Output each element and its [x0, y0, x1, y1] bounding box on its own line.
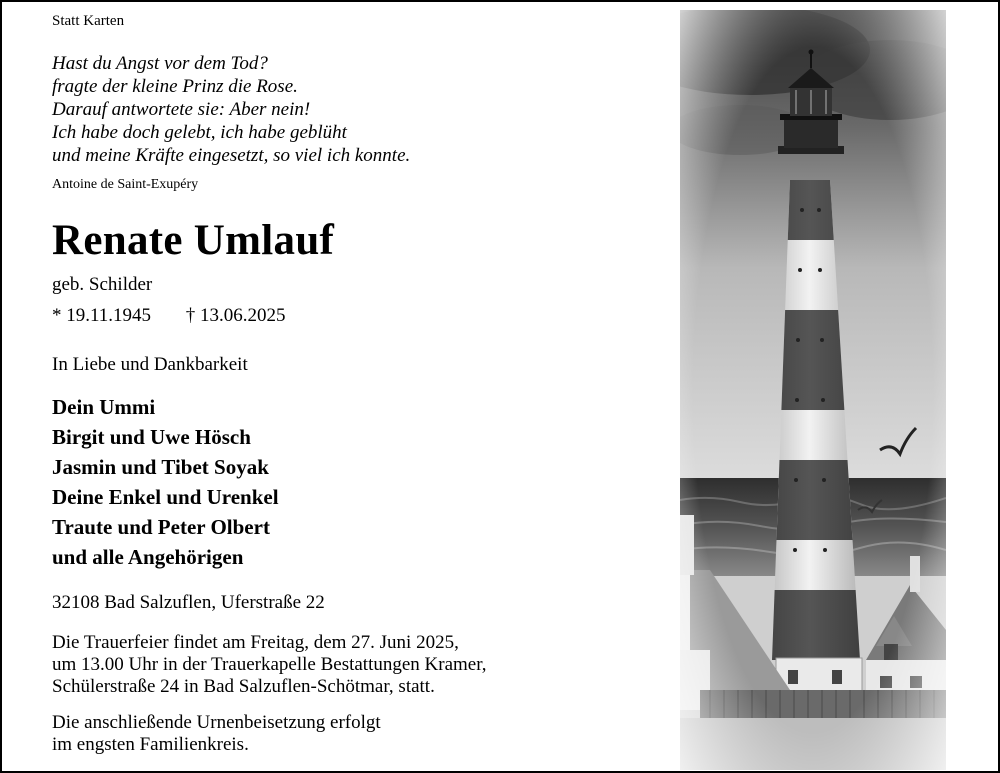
- mourner: Birgit und Uwe Hösch: [52, 425, 251, 449]
- lighthouse-illustration: [680, 10, 946, 770]
- burial-info: [52, 712, 381, 756]
- family-address: 32108 Bad Salzuflen, Uferstraße 22: [52, 592, 325, 613]
- poem-line: fragte der kleine Prinz die Rose.: [52, 76, 298, 97]
- poem-line: Hast du Angst vor dem Tod?: [52, 53, 268, 74]
- mourner: und alle Angehörigen: [52, 545, 244, 569]
- poem-line: und meine Kräfte eingesetzt, so viel ich konnte.: [52, 145, 411, 166]
- burial-line: Die anschließende Urnenbeisetzung erfolgt: [52, 712, 381, 733]
- birth-name: geb. Schilder: [52, 274, 153, 295]
- poem: [52, 52, 410, 167]
- mourner: Traute und Peter Olbert: [52, 515, 270, 539]
- poem-author: Antoine de Saint-Exupéry: [52, 177, 199, 192]
- deceased-name: Renate Umlauf: [52, 217, 335, 264]
- ceremony-info: [52, 632, 487, 698]
- ceremony-line: Die Trauerfeier findet am Freitag, dem 27. Juni 2025,: [52, 632, 459, 653]
- mourner: Jasmin und Tibet Soyak: [52, 455, 269, 479]
- life-dates: [52, 305, 286, 327]
- ceremony-line: Schülerstraße 24 in Bad Salzuflen-Schötmar, statt.: [52, 676, 435, 697]
- poem-line: Darauf antwortete sie: Aber nein!: [52, 99, 311, 120]
- poem-line: Ich habe doch gelebt, ich habe geblüht: [52, 122, 347, 143]
- mourner: Dein Ummi: [52, 395, 156, 419]
- death-date: † 13.06.2025: [185, 305, 286, 326]
- dedication: In Liebe und Dankbarkeit: [52, 354, 248, 375]
- mourners-list: [52, 392, 279, 572]
- burial-line: im engsten Familienkreis.: [52, 734, 249, 755]
- ceremony-line: um 13.00 Uhr in der Trauerkapelle Bestattungen Kramer,: [52, 654, 487, 675]
- vignette: [680, 10, 946, 770]
- birth-date: * 19.11.1945: [52, 305, 152, 326]
- lighthouse-photo: [680, 10, 946, 770]
- mourner: Deine Enkel und Urenkel: [52, 485, 279, 509]
- intro-text: Statt Karten: [52, 13, 125, 29]
